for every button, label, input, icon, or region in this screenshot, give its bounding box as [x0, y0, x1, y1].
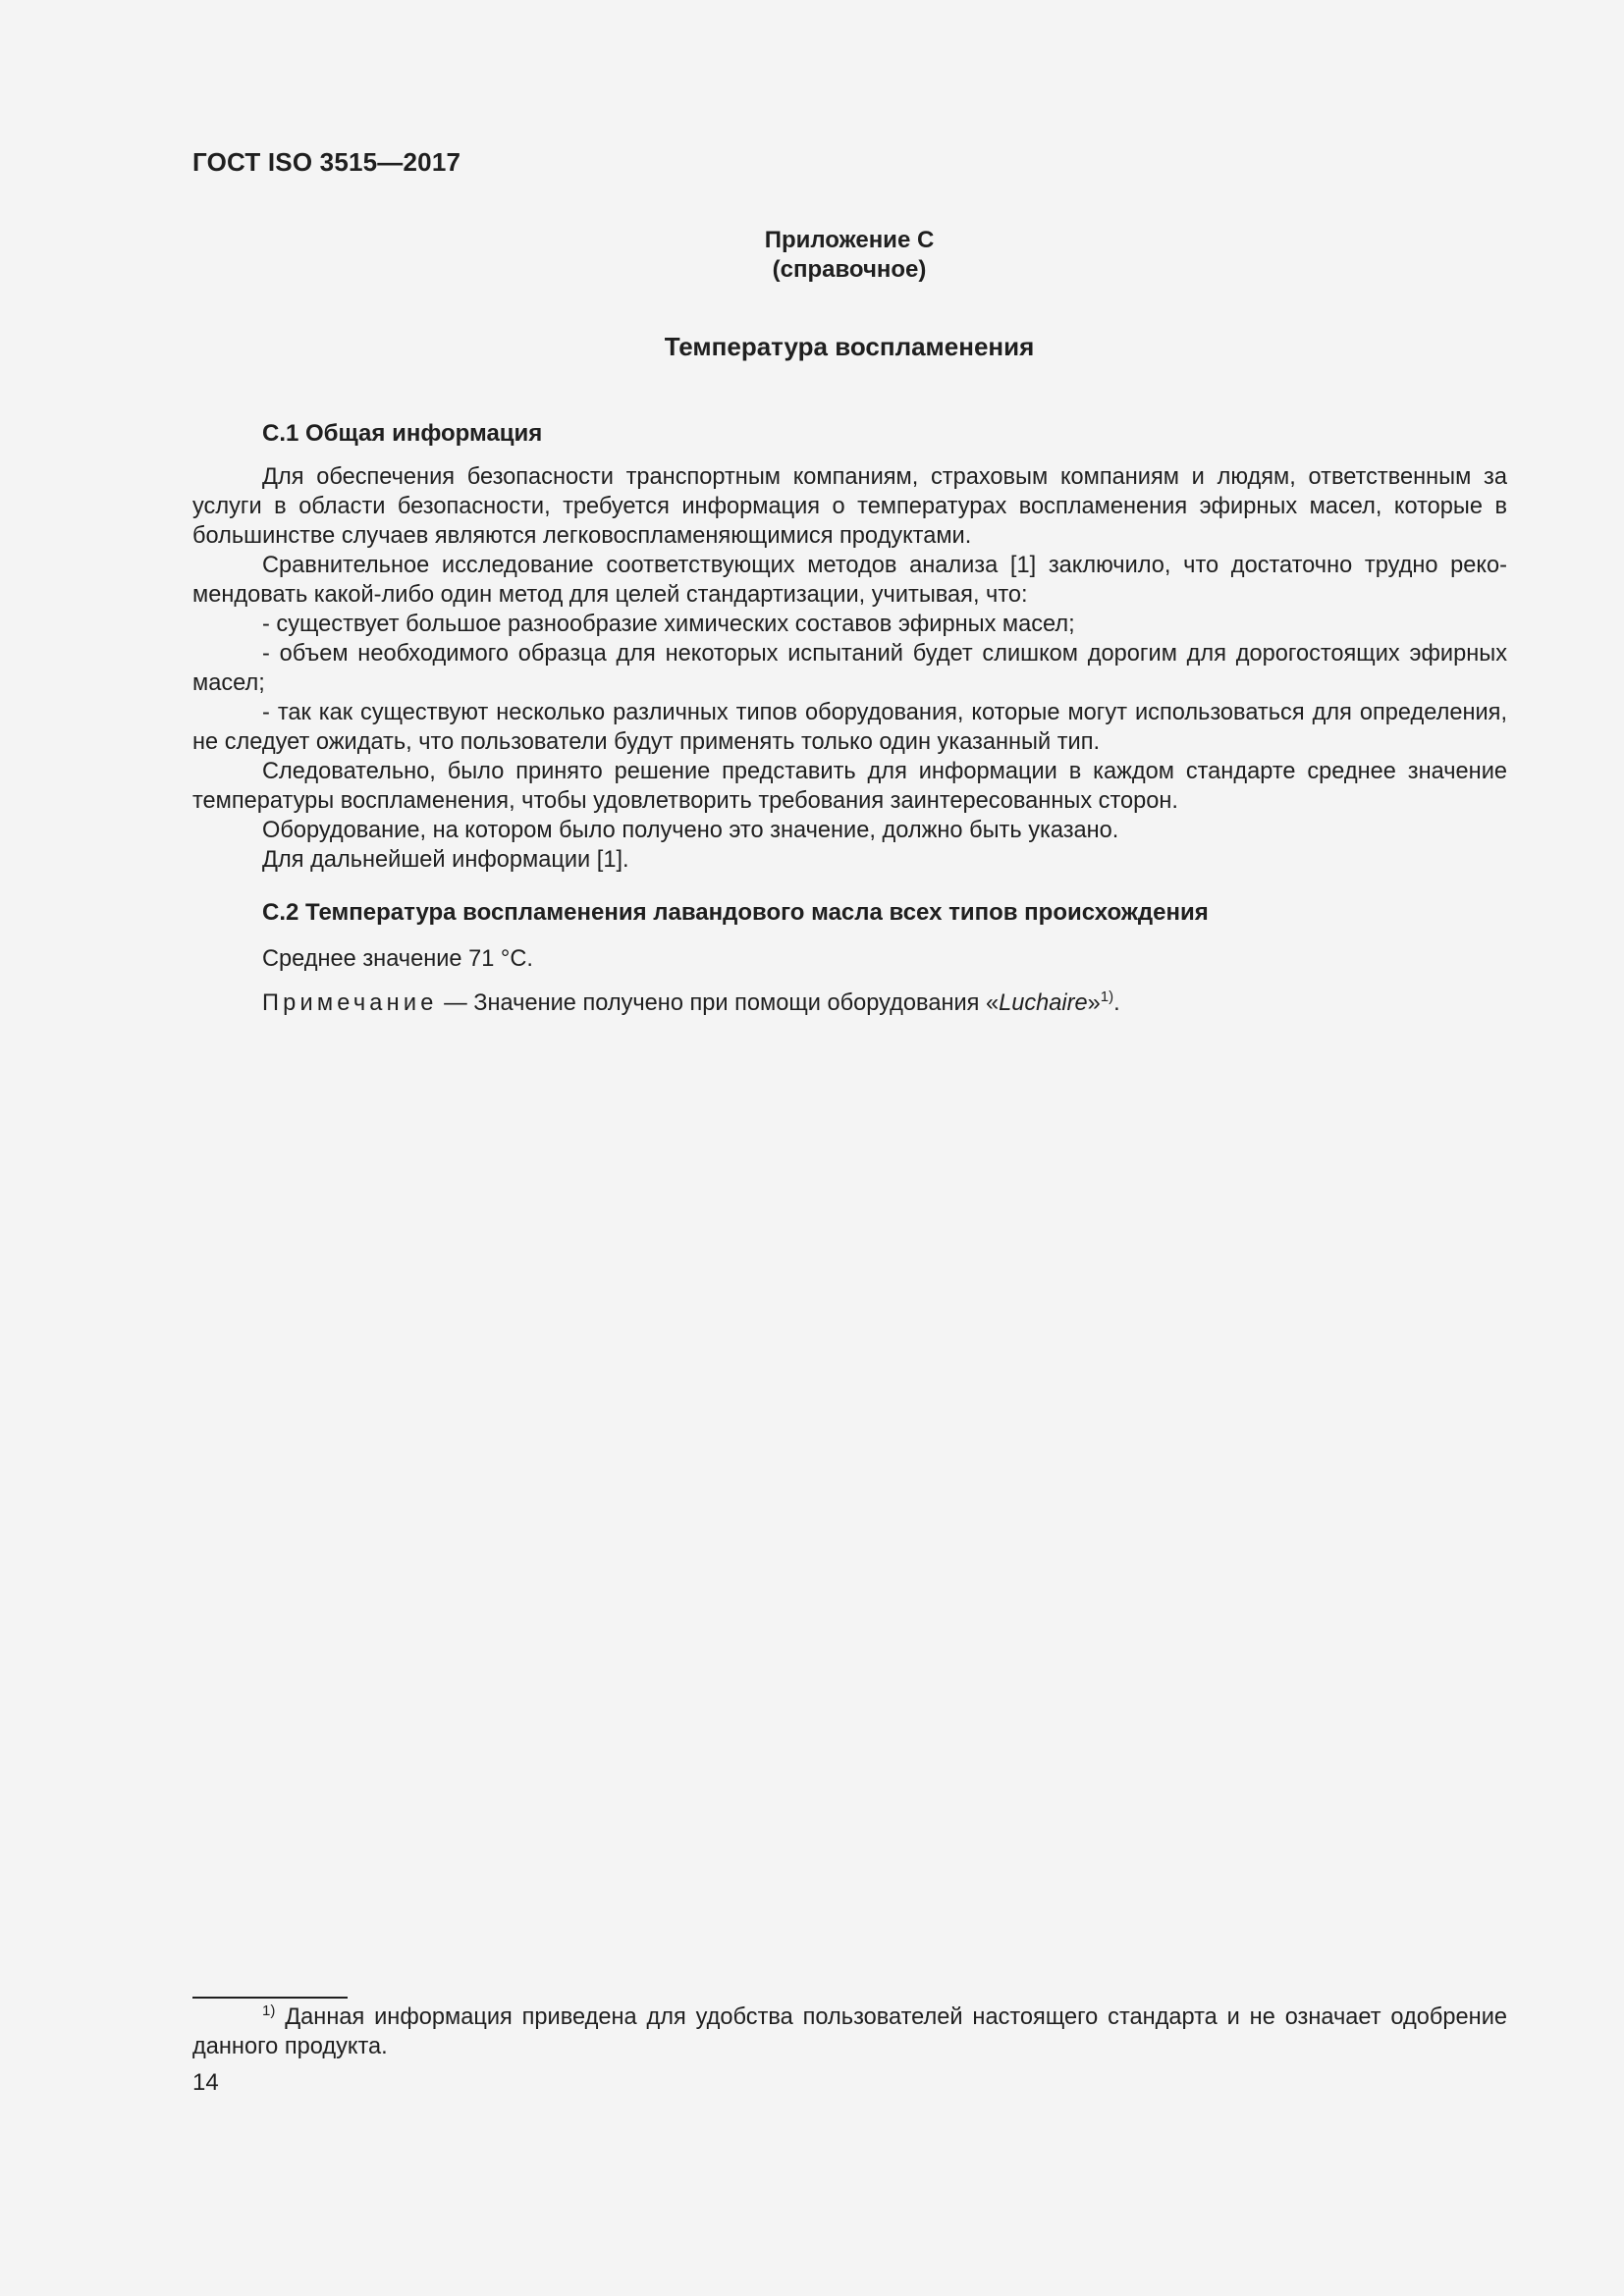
page-number: 14 [192, 2069, 219, 2096]
section-c2-heading: С.2 Температура воспламенения лавандового масла всех типов происхождения [262, 899, 1209, 926]
section-c1-list-item: - существует большое разнообразие химических составов эфирных масел; [262, 612, 1075, 637]
section-c2-note [192, 988, 1507, 1018]
section-c1-paragraph: Следовательно, было принято решение представить для информации в каждом стандарте среднее значение температуры воспламенения, чтобы удовлетворить требования заинтересованных сторон. [192, 759, 1507, 814]
footnote-separator [192, 1997, 348, 1999]
note-paragraph [192, 988, 1507, 1018]
section-c1-list-item: - объем необходимого образца для некоторых испытаний будет слишком дорогим для дорогостоящих эфирных масел; [192, 641, 1507, 696]
note-equipment-name: Luchaire [999, 990, 1088, 1016]
document-header: ГОСТ ISO 3515—2017 [192, 147, 461, 177]
note-text: — Значение получено при помощи оборудования « [437, 990, 1000, 1016]
footnote-text: Данная информация приведена для удобства пользователей настоящего стандарта и не означает одобрение данного продукта. [192, 2004, 1507, 2059]
footnote-reference: 1) [1100, 988, 1114, 1005]
section-c2-mean-value [192, 944, 1507, 974]
note-end: . [1113, 990, 1120, 1016]
section-c1-paragraph: Для дальнейшей информации [1]. [262, 847, 629, 873]
annex-title: Температура воспламенения [664, 332, 1035, 361]
annex-label-block [0, 226, 1624, 285]
section-c1-body [192, 462, 1507, 875]
footnote-paragraph [192, 2002, 1507, 2061]
note-text-close: » [1087, 990, 1101, 1016]
section-c1-paragraph: Сравнительное исследование соответствующих методов анализа [1] заключило, что достаточно трудно рекомендовать какой-либо один метод для целей стандартизации, учитывая, что: [192, 553, 1507, 608]
section-c1-paragraph: Оборудование, на котором было получено это значение, должно быть указано. [262, 818, 1119, 843]
mean-value-text: Среднее значение 71 °С. [262, 946, 533, 972]
section-c1-paragraph: Для обеспечения безопасности транспортным компаниям, страховым компаниям и людям, ответственным за услуги в области безопасности, требуется информация о температурах воспламенения эфирных масел, которые в большинстве случаев являются легковоспламеняющимися продуктами. [192, 464, 1507, 549]
footnote [192, 2002, 1507, 2061]
section-c1-list-item: - так как существуют несколько различных типов оборудования, которые могут использоваться для определения, не следует ожидать, что пользователи будут применять только один указанный тип. [192, 700, 1507, 755]
annex-type: (справочное) [772, 256, 927, 283]
section-c1-heading: С.1 Общая информация [262, 420, 543, 447]
annex-label: Приложение С [764, 227, 935, 253]
footnote-marker: 1) [262, 2002, 276, 2019]
note-lead: Примечание [262, 990, 438, 1016]
